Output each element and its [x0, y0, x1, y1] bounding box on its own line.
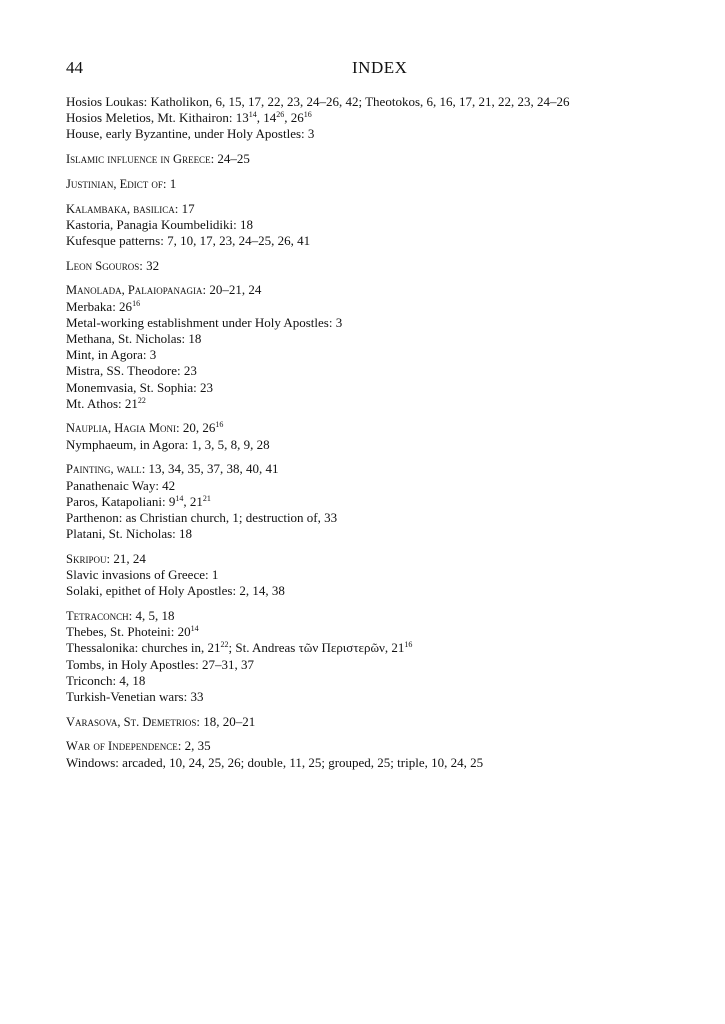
index-entry: [66, 714, 706, 730]
index-entry: [66, 420, 706, 436]
index-entry: [66, 94, 706, 110]
entry-text: Thessalonika: churches in, 21: [66, 640, 221, 656]
entry-heading: Islamic influence in Greece: [66, 152, 211, 167]
footnote-reference: 16: [132, 298, 141, 308]
index-letter-group: [66, 258, 706, 274]
entry-text: Thebes, St. Photeini: 20: [66, 624, 191, 640]
index-entry: [66, 478, 706, 494]
running-head-title: INDEX: [352, 58, 408, 77]
index-entry: [66, 689, 706, 705]
entry-text: Monemvasia, St. Sophia: 23: [66, 379, 213, 395]
index-entry: [66, 201, 706, 217]
index-entry: [66, 347, 706, 363]
index-letter-group: [66, 151, 706, 167]
index-letter-group: [66, 714, 706, 730]
index-entry: [66, 380, 706, 396]
footnote-reference: 26: [276, 110, 285, 120]
index-entry: [66, 640, 706, 656]
index-letter-group: [66, 176, 706, 192]
index-entry: [66, 396, 706, 412]
entry-text: : 24–25: [210, 151, 250, 167]
entry-text: Nymphaeum, in Agora: 1, 3, 5, 8, 9, 28: [66, 436, 270, 452]
entry-text: Merbaka: 26: [66, 298, 133, 314]
footnote-reference: 21: [202, 493, 211, 503]
index-entry: [66, 673, 706, 689]
entry-text: Kastoria, Panagia Koumbelidiki: 18: [66, 216, 254, 232]
entry-text: : 21, 24: [106, 550, 146, 566]
footnote-reference: 14: [175, 493, 184, 503]
entry-heading: Skripou: [66, 551, 107, 566]
entry-text: Platani, St. Nicholas: 18: [66, 526, 193, 542]
entry-text: : 20, 26: [176, 420, 216, 436]
entry-text: Hosios Loukas: Katholikon, 6, 15, 17, 22, 23, 24–26, 42; Theotokos, 6, 16, 17, 21, 22, 23, 24–26: [66, 94, 570, 109]
entry-heading: Leon Sgouros: [66, 258, 140, 273]
entry-text: : 4, 5, 18: [128, 607, 175, 623]
index-entry: [66, 510, 706, 526]
entry-text: : 13, 34, 35, 37, 38, 40, 41: [141, 461, 279, 477]
index-entries: [66, 94, 706, 779]
footnote-reference: 14: [190, 624, 199, 634]
entry-text: , 26: [284, 110, 304, 126]
entry-heading: Painting, wall: [66, 462, 142, 477]
index-entry: [66, 494, 706, 510]
index-entry: [66, 126, 706, 142]
index-entry: [66, 258, 706, 274]
index-entry: [66, 755, 706, 771]
index-entry: [66, 217, 706, 233]
entry-text: Slavic invasions of Greece: 1: [66, 567, 219, 583]
index-entry: [66, 233, 706, 249]
index-entry: [66, 315, 706, 331]
footnote-reference: 22: [220, 640, 229, 650]
entry-heading: Kalambaka, basilica: [66, 201, 175, 216]
entry-text: : 2, 35: [177, 738, 211, 754]
index-entry: [66, 551, 706, 567]
index-entry: [66, 437, 706, 453]
index-entry: [66, 567, 706, 583]
index-letter-group: [66, 461, 706, 542]
footnote-reference: 22: [137, 395, 146, 405]
entry-text: Kufesque patterns: 7, 10, 17, 23, 24–25, 26, 41: [66, 232, 311, 248]
index-entry: [66, 461, 706, 477]
entry-text: Hosios Meletios, Mt. Kithairon: 13: [66, 110, 249, 126]
entry-text: Windows: arcaded, 10, 24, 25, 26; double, 11, 25; grouped, 25; triple, 10, 24, 25: [66, 754, 484, 770]
footnote-reference: 16: [303, 110, 312, 120]
page-number: 44: [66, 58, 83, 77]
entry-text: Solaki, epithet of Holy Apostles: 2, 14, 38: [66, 583, 285, 599]
index-entry: [66, 526, 706, 542]
entry-text: Mint, in Agora: 3: [66, 347, 157, 363]
entry-text: : 32: [139, 257, 160, 273]
entry-heading: Varasova, St. Demetrios: [66, 714, 197, 729]
entry-text: Metal-working establishment under Holy Apostles: 3: [66, 314, 343, 330]
entry-heading: Tetraconch: [66, 608, 129, 623]
index-entry: [66, 299, 706, 315]
entry-text: Tombs, in Holy Apostles: 27–31, 37: [66, 656, 254, 672]
index-entry: [66, 657, 706, 673]
index-entry: [66, 738, 706, 754]
index-entry: [66, 363, 706, 379]
entry-text: : 17: [174, 200, 195, 216]
entry-text: , 21: [183, 493, 203, 509]
footnote-reference: 16: [215, 420, 224, 430]
entry-text: , 14: [256, 110, 277, 126]
entry-text: Panathenaic Way: 42: [66, 477, 176, 493]
index-entry: [66, 151, 706, 167]
entry-text: Paros, Katapoliani: 9: [66, 493, 176, 509]
footnote-reference: 14: [248, 110, 257, 120]
entry-heading: War of Independence: [66, 739, 178, 754]
entry-text: ; St. Andreas τῶν Περιστερῶν, 21: [228, 640, 405, 656]
entry-text: : 18, 20–21: [196, 713, 256, 729]
entry-heading: Nauplia, Hagia Moni: [66, 421, 177, 436]
index-entry: [66, 624, 706, 640]
index-letter-group: [66, 608, 706, 705]
entry-text: Mt. Athos: 21: [66, 395, 138, 411]
index-entry: [66, 583, 706, 599]
entry-text: Methana, St. Nicholas: 18: [66, 330, 202, 346]
index-letter-group: [66, 94, 706, 143]
entry-text: Turkish-Venetian wars: 33: [66, 689, 204, 704]
entry-text: Triconch: 4, 18: [66, 672, 146, 688]
entry-text: House, early Byzantine, under Holy Apostles: 3: [66, 126, 315, 142]
index-letter-group: [66, 551, 706, 600]
index-entry: [66, 331, 706, 347]
entry-text: : 1: [162, 175, 177, 191]
entry-heading: Justinian, Edict of: [66, 176, 163, 191]
index-letter-group: [66, 420, 706, 452]
entry-heading: Manolada, Palaiopanagia: [66, 283, 203, 298]
footnote-reference: 16: [404, 640, 413, 650]
entry-text: Mistra, SS. Theodore: 23: [66, 363, 197, 379]
index-letter-group: [66, 738, 706, 770]
entry-text: : 20–21, 24: [202, 282, 262, 298]
index-entry: [66, 110, 706, 126]
index-entry: [66, 176, 706, 192]
index-letter-group: [66, 282, 706, 412]
index-letter-group: [66, 201, 706, 250]
index-entry: [66, 608, 706, 624]
entry-text: Parthenon: as Christian church, 1; destruction of, 33: [66, 509, 338, 525]
index-entry: [66, 282, 706, 298]
